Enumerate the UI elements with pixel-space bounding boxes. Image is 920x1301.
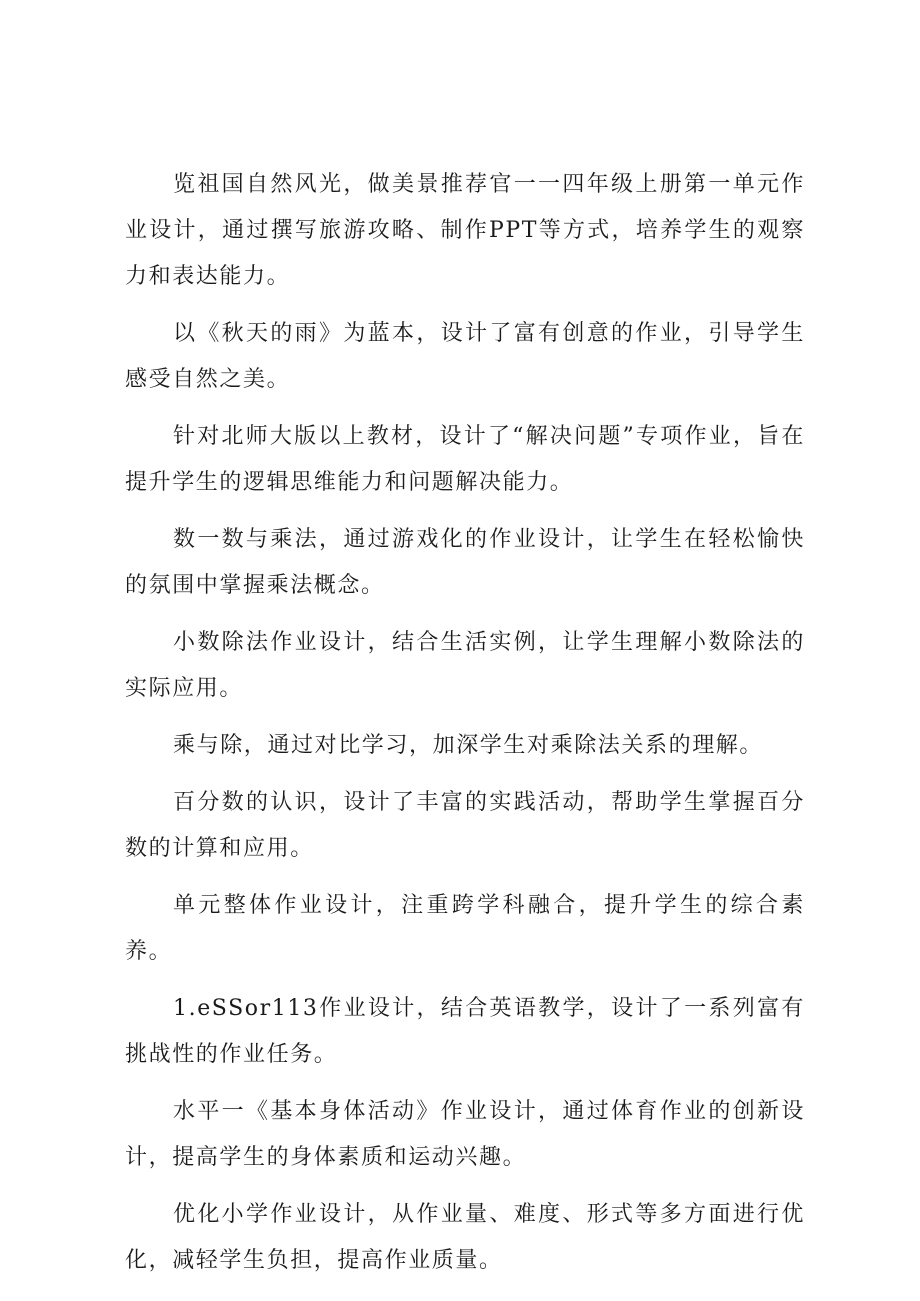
paragraph-11: 优化小学作业设计，从作业量、难度、形式等多方面进行优化，减轻学生负担，提高作业质量。 bbox=[125, 1202, 805, 1273]
paragraph-5: 小数除法作业设计，结合生活实例，让学生理解小数除法的实际应用。 bbox=[125, 630, 805, 701]
paragraph-8: 单元整体作业设计，注重跨学科融合，提升学生的综合素养。 bbox=[125, 893, 805, 964]
paragraph-4: 数一数与乘法，通过游戏化的作业设计，让学生在轻松愉快的氛围中掌握乘法概念。 bbox=[125, 527, 805, 598]
paragraph-10: 水平一《基本身体活动》作业设计，通过体育作业的创新设计，提高学生的身体素质和运动兴趣。 bbox=[125, 1099, 805, 1170]
paragraph-6: 乘与除，通过对比学习，加深学生对乘除法关系的理解。 bbox=[173, 733, 764, 758]
paragraph-9: 1.eSSor113作业设计，结合英语教学，设计了一系列富有挑战性的作业任务。 bbox=[125, 996, 805, 1067]
paragraph-1: 览祖国自然风光，做美景推荐官一一四年级上册第一单元作业设计，通过撰写旅游攻略、制作PPT等方式，培养学生的观察力和表达能力。 bbox=[125, 172, 805, 289]
paragraph-2: 以《秋天的雨》为蓝本，设计了富有创意的作业，引导学生感受自然之美。 bbox=[125, 321, 805, 392]
paragraph-7: 百分数的认识，设计了丰富的实践活动，帮助学生掌握百分数的计算和应用。 bbox=[125, 790, 805, 861]
paragraph-3: 针对北师大版以上教材，设计了“解决问题”专项作业，旨在提升学生的逻辑思维能力和问题解决能力。 bbox=[125, 424, 805, 495]
document-body bbox=[125, 162, 805, 1295]
